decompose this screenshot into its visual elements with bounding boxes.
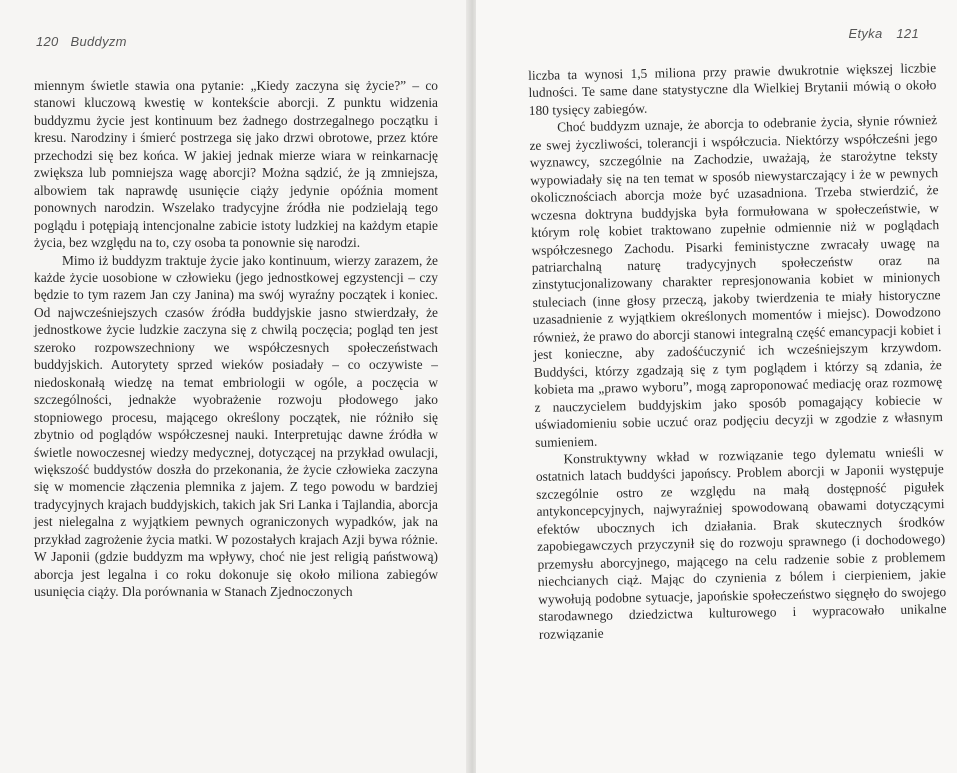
- left-paragraph-1: miennym świetle stawia ona pytanie: „Kiedy zaczyna się życie?” – co stanowi kluczową kwestię w kontekście aborcji. Z punktu widzenia buddyzmu życie jest kontinuum bez żadnego dostrzegalnego początku i kresu. Narodziny i śmierć postrzega się jako drzwi obrotowe, przez które przechodzi się bez końca. W jakiej jednak mierze wiara w reinkarnację zwiększa lub pomniejsza wagę aborcji? Można sądzić, że ją zmniejsza, albowiem tak naprawdę usunięcie ciąży jedynie opóźnia moment ponownych narodzin. Wszelako tradycyjne źródła nie podzielają tego poglądu i potępiają intencjonalne zabicie istoty ludzkiej na każdym etapie życia, bez względu na to, czy osoba ta ponownie się narodzi.: [34, 78, 438, 251]
- right-page: [476, 0, 957, 773]
- right-running-title: Etyka: [848, 26, 883, 41]
- right-page-number: 121: [896, 26, 919, 41]
- left-body-text: [34, 77, 438, 601]
- right-body-text: [528, 59, 947, 643]
- left-page: [0, 0, 470, 773]
- right-paragraph-1: liczba ta wynosi 1,5 miliona przy prawie dwukrotnie większej liczbie ludności. Te same dane statystyczne dla Wielkiej Brytanii mówią o około 180 tysięcy zabiegów.: [528, 60, 937, 118]
- left-page-number: 120: [36, 34, 59, 49]
- right-running-head: [848, 26, 919, 41]
- right-paragraph-3: Konstruktywny wkład w rozwiązanie tego dylematu wnieśli w ostatnich latach buddyści japońscy. Problem aborcji w Japonii występuje szczególnie ostro ze względu na małą dostępność pigułek antykoncepcyjnych, najwyraźniej spowodowaną obawami dotyczącymi efektów ubocznych ich działania. Brak skutecznych środków zapobiegawczych przyczynił się do rozwoju sprawnego (i dochodowego) przemysłu aborcyjnego, mającego na celu radzenie sobie z problemem niechcianych ciąż. Mając do czynienia z bólem i cierpieniem, jakie wywołują podobne sytuacje, japońskie społeczeństwo sięgnęło do swojego starodawnego dziedzictwa kulturowego i wypracowało unikalne rozwiązanie: [535, 444, 947, 642]
- right-paragraph-2: Choć buddyzm uznaje, że aborcja to odebranie życia, słynie również ze swej życzliwości, tolerancji i współczucia. Niektórzy współcześni jego wyznawcy, szczególnie na Zachodzie, uważają, że starożytne teksty wypowiadały się na ten temat w sposób niewystarczający i że w pewnych okolicznościach aborcja może być uzasadniona. Trzeba stwierdzić, że wczesna doktryna buddyjska była formułowana w społeczeństwie, w którym rolę kobiet traktowano zupełnie odmiennie niż w poglądach współczesnego Zachodu. Pisarki feministyczne zwracały uwagę na patriarchalną naturę tradycyjnych społeczeństw oraz na zinstytucjonalizowany charakter represjonowania kobiet w minionych stuleciach (inne głosy przeczą, jakoby twierdzenia te miały historyczne uzasadnienie z wyjątkiem określonych momentów i miejsc). Dowodzono również, że prawo do aborcji stanowi integralną część emancypacji kobiet i jest konieczne, aby zadośćuczynić ich wcześniejszym krzywdom. Buddyści, którzy zgadzają się z tym poglądem i którzy są zdania, że kobieta ma „prawo wyboru”, mogą zaproponować mediację oraz rozmowę z nauczycielem buddyjskim jako sposób pomagający kobiecie w uświadomieniu sobie uczuć oraz podjęciu decyzji w zgodzie z własnym sumieniem.: [529, 112, 943, 450]
- left-paragraph-2: Mimo iż buddyzm traktuje życie jako kontinuum, wierzy zarazem, że każde życie uosobione w człowieku (jego jednostkowej egzystencji – czy będzie to tym razem Jan czy Janina) ma swój wyraźny początek i koniec. Od najwcześniejszych czasów źródła buddyjskie jasno stwierdzały, że jednostkowe życie ludzkie zaczyna się z chwilą poczęcia; pogląd ten jest szeroko rozpowszechniony we współczesnych społeczeństwach buddyjskich. Autorytety sprzed wieków posiadały – co oczywiste – niedoskonałą wiedzę na temat embriologii w ogóle, a poczęcia w szczególności, jednakże wyobrażenie rozwoju płodowego jako stopniowego procesu, mającego określony początek, nie różniło się zbytnio od poglądów współczesnej nauki. Interpretując dawne źródła w świetle nowoczesnej wiedzy medycznej, dotyczącej na przykład owulacji, większość buddystów doszła do przekonania, że życie człowieka zaczyna się w momencie złączenia plemnika z jajem. Z tego powodu w bardziej tradycyjnych krajach buddyjskich, takich jak Sri Lanka i Tajlandia, aborcja jest nielegalna z wyjątkiem pewnych ograniczonych wypadków, jak na przykład zagrożenie życia matki. W pozostałych krajach Azji bywa różnie. W Japonii (gdzie buddyzm ma wpływy, choć nie jest religią państwową) aborcja jest legalna i co roku dokonuje się około miliona zabiegów usunięcia ciąży. Dla porównania w Stanach Zjednoczonych: [34, 252, 438, 600]
- left-running-head: [36, 34, 127, 49]
- left-running-title: Buddyzm: [70, 34, 127, 49]
